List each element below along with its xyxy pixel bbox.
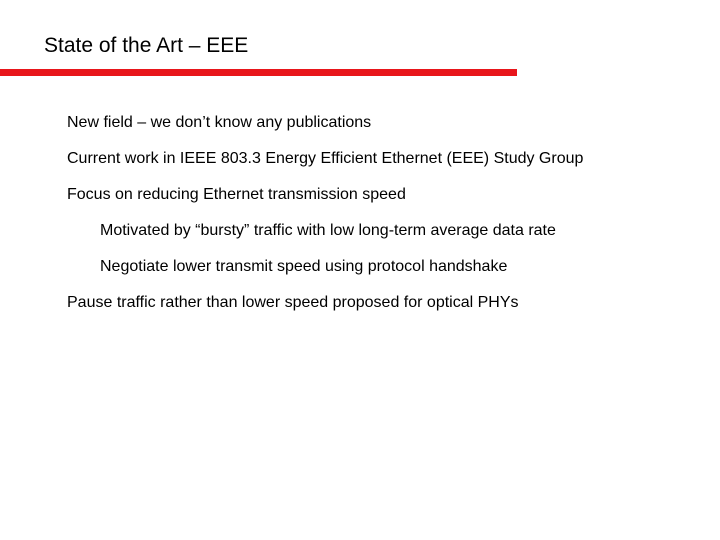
sub-bullet-item: Motivated by “bursty” traffic with low long-term average data rate — [100, 222, 556, 239]
bullet-item: Current work in IEEE 803.3 Energy Efficient Ethernet (EEE) Study Group — [67, 150, 584, 167]
slide-title: State of the Art – EEE — [44, 34, 249, 57]
bullet-item: Pause traffic rather than lower speed proposed for optical PHYs — [67, 294, 519, 311]
bullet-item: New field – we don’t know any publications — [67, 114, 372, 131]
sub-bullet-item: Negotiate lower transmit speed using protocol handshake — [100, 258, 508, 275]
bullet-item: Focus on reducing Ethernet transmission speed — [67, 186, 406, 203]
title-underline-rule — [0, 69, 517, 76]
